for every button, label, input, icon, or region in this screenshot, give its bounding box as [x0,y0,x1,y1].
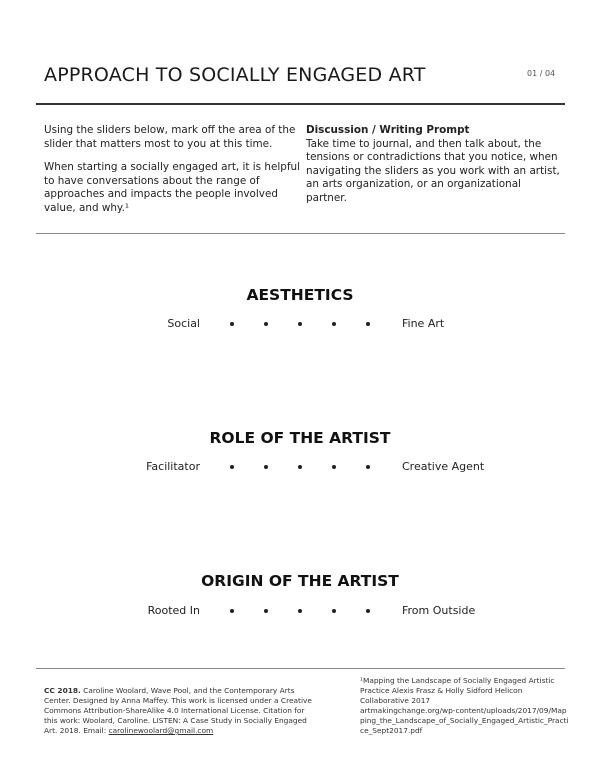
intro-divider [36,233,565,234]
slider-origin-point-3[interactable] [298,609,302,613]
page-title: APPROACH TO SOCIALLY ENGAGED ART [44,64,426,86]
slider-aesthetics-left-label: Social [167,317,200,330]
slider-aesthetics-point-2[interactable] [264,322,268,326]
slider-role-point-2[interactable] [264,465,268,469]
slider-role [0,460,600,476]
page-number: 01 / 04 [527,69,556,78]
discussion-prompt [306,124,561,205]
reference-url: artmakingchange.org/wp-content/uploads/2017/09/Mapping_the_Landscape_of_Socially_Engaged_Artistic_Practice_Sept2017.pdf [360,706,569,735]
intro-instructions [44,124,304,225]
footnote-reference [360,676,570,736]
intro-paragraph-2: When starting a socially engaged art, it is helpful to have conversations about the range of approaches and impacts the people involved value, and why.¹ [44,161,300,214]
slider-aesthetics-title: AESTHETICS [246,286,354,304]
license-credit [44,686,314,736]
slider-role-right-label: Creative Agent [402,460,485,473]
license-lead: CC 2018. [44,686,81,695]
slider-aesthetics-point-5[interactable] [366,322,370,326]
slider-origin [0,604,600,620]
slider-origin-right-label: From Outside [402,604,476,617]
slider-role-point-5[interactable] [366,465,370,469]
slider-aesthetics [0,317,600,333]
intro-paragraph-1: Using the sliders below, mark off the area of the slider that matters most to you at this time. [44,124,296,150]
slider-aesthetics-point-4[interactable] [332,322,336,326]
license-text: Caroline Woolard, Wave Pool, and the Contemporary Arts Center. Designed by Anna Maffey. This work is licensed under a Creative Commons Attribution-ShareAlike 4.0 International License. Citation for this work: Woolard, Caroline. LISTEN: A Case Study in Socially Engaged Art. 2018. Email: [44,686,312,735]
slider-role-point-1[interactable] [230,465,234,469]
slider-aesthetics-right-label: Fine Art [402,317,445,330]
reference-citation: ¹Mapping the Landscape of Socially Engaged Artistic Practice Alexis Frasz & Holly Sidford Helicon Collaborative 2017 [360,676,555,705]
prompt-text: Take time to journal, and then talk about, the tensions or contradictions that you notice, when navigating the sliders as you work with an artist, an arts organization, or an organizational partner. [306,137,560,204]
slider-origin-point-5[interactable] [366,609,370,613]
slider-role-left-label: Facilitator [146,460,200,473]
slider-origin-point-1[interactable] [230,609,234,613]
header-divider [36,103,565,105]
slider-origin-left-label: Rooted In [147,604,200,617]
slider-origin-point-4[interactable] [332,609,336,613]
slider-role-title: ROLE OF THE ARTIST [209,429,391,447]
slider-role-point-4[interactable] [332,465,336,469]
footer-divider [36,668,565,669]
slider-origin-title: ORIGIN OF THE ARTIST [201,572,399,590]
prompt-title: Discussion / Writing Prompt [306,124,470,136]
slider-aesthetics-point-3[interactable] [298,322,302,326]
contact-email-link[interactable]: carolinewoolard@gmail.com [108,726,214,735]
slider-role-point-3[interactable] [298,465,302,469]
slider-aesthetics-point-1[interactable] [230,322,234,326]
slider-origin-point-2[interactable] [264,609,268,613]
